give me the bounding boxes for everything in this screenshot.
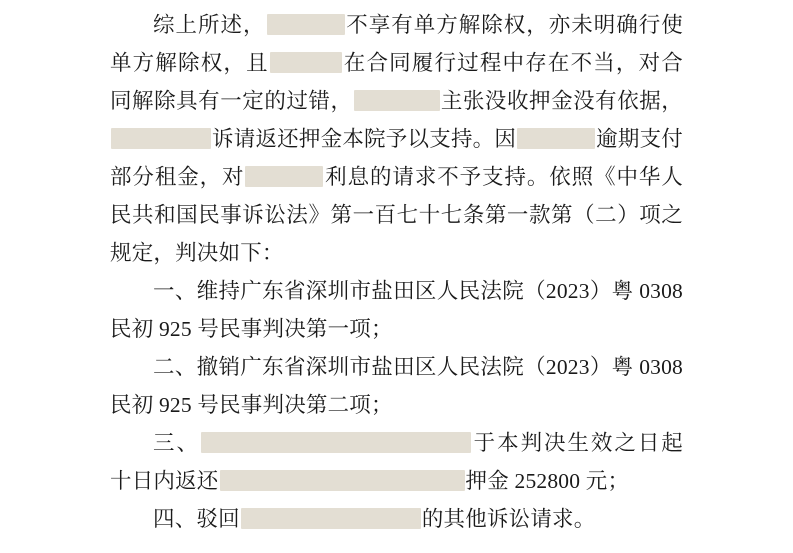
text-run: 四、驳回 <box>153 507 240 531</box>
text-run: 二、撤销广东省深圳市盐田区人民法院（2023）粤 0308 民初 925 号民事判决第二项； <box>110 355 683 417</box>
paragraph <box>110 348 683 424</box>
redaction-block <box>245 166 323 187</box>
text-run: 的其他诉讼请求。 <box>421 507 596 531</box>
text-run: 一、维持广东省深圳市盐田区人民法院（2023）粤 0308 民初 925 号民事判决第一项； <box>110 279 683 341</box>
paragraph <box>110 424 683 500</box>
redaction-block <box>270 52 342 73</box>
text-run: 不享有单方解除权，亦未明确行使单方解除权，且 <box>110 13 683 75</box>
redaction-block <box>517 128 595 149</box>
paragraph <box>110 500 683 538</box>
paragraph <box>110 272 683 348</box>
redaction-block <box>220 470 465 491</box>
redaction-block <box>354 90 440 111</box>
text-run: 诉请返还押金本院予以支持。因 <box>212 127 517 151</box>
redaction-block <box>267 14 345 35</box>
redaction-block <box>201 432 471 453</box>
text-run: 综上所述， <box>153 13 266 37</box>
document-body <box>110 6 683 538</box>
redaction-block <box>111 128 211 149</box>
text-run: 利息的请求不予支持。依照《中华人民共和国民事诉讼法》第一百七十七条第一款第（二）项之规定，判决如下： <box>110 165 684 265</box>
paragraph <box>110 6 683 272</box>
text-run: 于本判决生效之日起十日内返还 <box>110 431 683 493</box>
text-run: 三、 <box>153 431 200 455</box>
text-run: 主张没收押金没有依据， <box>440 89 683 113</box>
text-run: 在合同履行过程中存在不当，对合同解除具有一定的过错， <box>110 51 683 113</box>
redaction-block <box>241 508 421 529</box>
text-run: 押金 252800 元； <box>465 469 630 493</box>
text-run: 逾期支付部分租金，对 <box>110 127 683 189</box>
